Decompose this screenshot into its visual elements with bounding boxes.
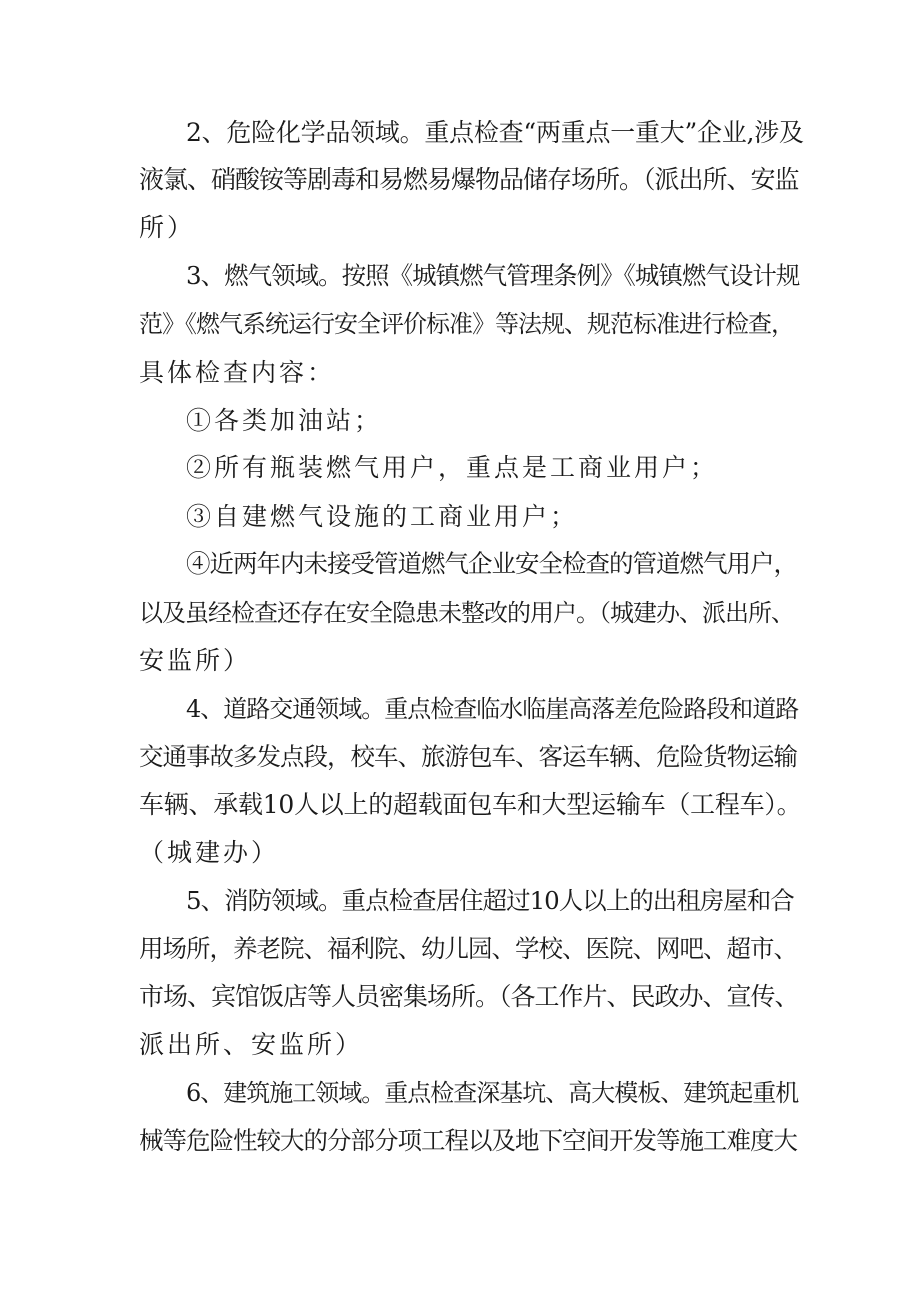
text-line: 用场所，养老院、福利院、幼儿园、学校、医院、网吧、超市、 [139,934,797,963]
text-line: 5、消防领域。重点检查居住超过10人以上的出租房屋和合 [186,886,794,915]
text-line: 6、建筑施工领域。重点检查深基坑、高大模板、建筑起重机 [186,1079,799,1107]
text-line: 范》《燃气系统运行安全评价标准》等法规、规范标准进行检查， [139,310,794,338]
text-line: 所） [139,213,196,242]
text-line: 车辆、承载10人以上的超载面包车和大型运输车（工程车）。 [139,790,802,819]
text-line: 市场、宾馆饭店等人员密集场所。（各工作片、民政办、宣传、 [139,982,799,1011]
text-line: 安监所） [139,646,252,675]
text-line: 2、危险化学品领域。重点检查“两重点一重大”企业,涉及 [186,118,804,147]
text-line: ①各类加油站； [186,406,383,435]
text-line: 3、燃气领域。按照《城镇燃气管理条例》《城镇燃气设计规 [186,261,800,290]
text-line: 液氯、硝酸铵等剧毒和易燃易爆物品储存场所。（派出所、安监 [139,165,799,194]
text-line: ③自建燃气设施的工商业用户； [186,502,579,531]
text-line: ②所有瓶装燃气用户，重点是工商业用户； [186,453,719,482]
text-line: 4、道路交通领域。重点检查临水临崖高落差危险路段和道路 [186,695,799,723]
text-line: 具体检查内容： [139,358,336,387]
text-line: 交通事故多发点段，校车、旅游包车、客运车辆、危险货物运输 [139,742,797,771]
text-line: 械等危险性较大的分部分项工程以及地下空间开发等施工难度大 [139,1126,797,1155]
text-line: 以及虽经检查还存在安全隐患未整改的用户。（城建办、派出所、 [139,599,794,627]
text-line: ④近两年内未接受管道燃气企业安全检查的管道燃气用户， [186,549,797,578]
text-line: （城建办） [139,838,280,867]
text-line: 派出所、安监所） [139,1030,364,1059]
